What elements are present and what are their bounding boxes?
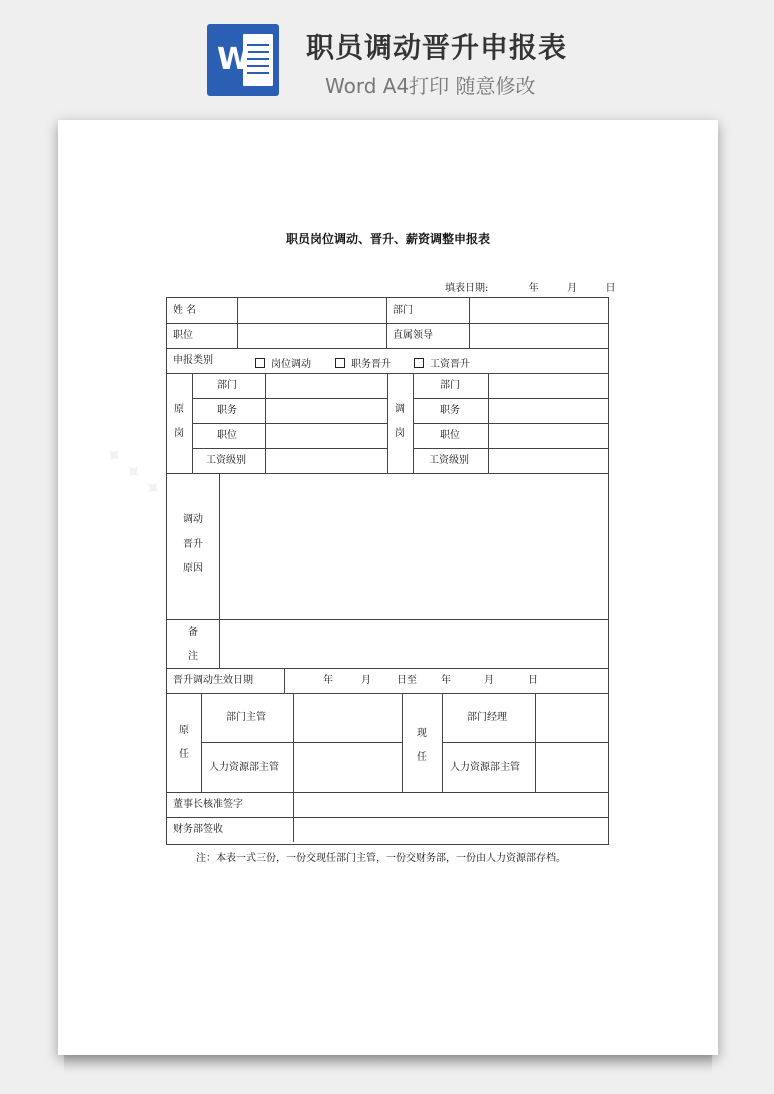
new-position-label: 职位 — [440, 430, 460, 441]
new-post-char: 岗 — [395, 428, 405, 439]
word-icon-letter: W — [217, 42, 251, 77]
option-label: 工资晋升 — [430, 359, 470, 370]
reason-label-line: 原因 — [183, 563, 203, 574]
new-dept-label: 部门 — [440, 380, 460, 391]
reason-label-line: 晋升 — [183, 539, 203, 550]
current-dept-manager-label: 部门经理 — [467, 712, 507, 723]
direct-leader-label: 直属领导 — [393, 330, 433, 341]
application-form-table — [166, 297, 609, 845]
new-salary-grade-label: 工资级别 — [429, 455, 469, 466]
page-subtitle: Word A4打印 随意修改 — [325, 74, 536, 98]
original-post-char: 岗 — [174, 428, 184, 439]
current-char: 任 — [417, 752, 427, 763]
option-job-promotion[interactable] — [335, 355, 391, 370]
document-page — [58, 120, 718, 1055]
form-title: 职员岗位调动、晋升、薪资调整申报表 — [285, 232, 490, 246]
former-char: 任 — [179, 749, 189, 760]
page-title: 职员调动晋升申报表 — [306, 31, 568, 64]
paper-shadow — [64, 1055, 712, 1073]
word-document-icon — [207, 24, 279, 96]
page-header — [0, 0, 774, 110]
effective-date-label: 晋升调动生效日期 — [173, 675, 253, 686]
effective-month-2: 月 — [484, 675, 494, 686]
finance-receipt-label: 财务部签收 — [173, 824, 223, 835]
checkbox-icon[interactable] — [255, 358, 265, 368]
former-dept-supervisor-label: 部门主管 — [226, 712, 266, 723]
watermark: ✦ ✦ ✦ — [98, 440, 168, 505]
current-char: 现 — [417, 728, 427, 739]
fill-date-line — [445, 279, 616, 294]
current-hr-supervisor-label: 人力资源部主管 — [450, 762, 520, 773]
option-salary-promotion[interactable] — [414, 355, 470, 370]
fill-date-day: 日 — [605, 283, 616, 294]
former-char: 原 — [179, 725, 189, 736]
original-post-char: 原 — [174, 404, 184, 415]
orig-duty-label: 职务 — [217, 405, 237, 416]
orig-position-label: 职位 — [217, 430, 237, 441]
remark-char: 备 — [188, 627, 198, 638]
name-label: 姓 名 — [173, 305, 197, 316]
orig-dept-label: 部门 — [217, 380, 237, 391]
fill-date-year: 年 — [528, 283, 539, 294]
orig-salary-grade-label: 工资级别 — [206, 455, 246, 466]
checkbox-icon[interactable] — [335, 358, 345, 368]
position-label: 职位 — [173, 330, 193, 341]
former-hr-supervisor-label: 人力资源部主管 — [209, 762, 279, 773]
option-label: 岗位调动 — [271, 359, 311, 370]
new-duty-label: 职务 — [440, 405, 460, 416]
effective-year: 年 — [323, 675, 333, 686]
reason-label-line: 调动 — [183, 514, 203, 525]
effective-day-2: 日 — [528, 675, 538, 686]
checkbox-icon[interactable] — [414, 358, 424, 368]
fill-date-label: 填表日期: — [445, 283, 489, 294]
effective-year-2: 年 — [441, 675, 451, 686]
form-note: 注：本表一式三份，一份交现任部门主管，一份交财务部，一份由人力资源部存档。 — [196, 853, 566, 864]
effective-month: 月 — [361, 675, 371, 686]
apply-type-label: 申报类别 — [173, 355, 213, 366]
option-label: 职务晋升 — [351, 359, 391, 370]
new-post-char: 调 — [395, 404, 405, 415]
department-label: 部门 — [393, 305, 413, 316]
fill-date-month: 月 — [567, 283, 578, 294]
effective-to: 日至 — [397, 675, 417, 686]
chairman-approval-label: 董事长核准签字 — [173, 799, 243, 810]
remark-char: 注 — [188, 651, 198, 662]
option-position-transfer[interactable] — [255, 355, 311, 370]
